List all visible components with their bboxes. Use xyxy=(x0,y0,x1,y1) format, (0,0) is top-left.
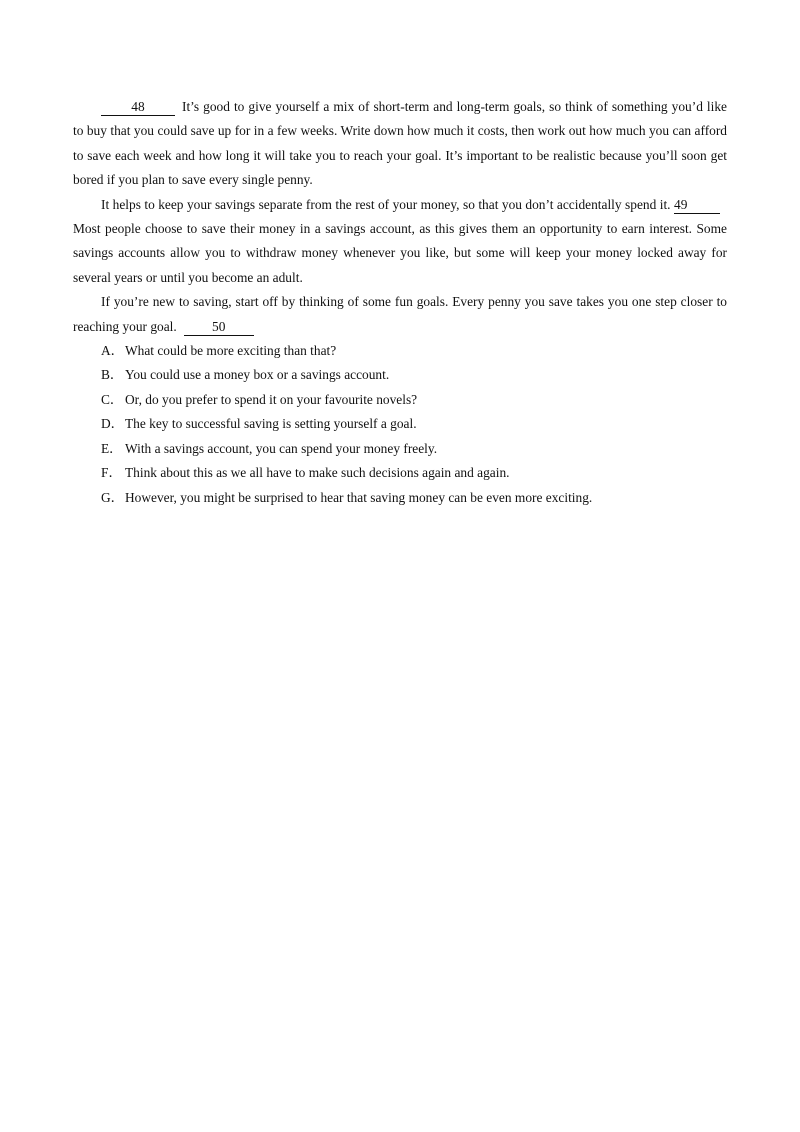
blank-50[interactable]: 50 xyxy=(184,319,254,336)
option-b[interactable] xyxy=(73,363,727,387)
paragraph-49-text-after: Most people choose to save their money in a savings account, as this gives them an opportunity to earn interest. Some savings accounts allow you to withdraw money whenever you like, but some will keep your money locked away for several years or until you become an adult. xyxy=(73,221,727,285)
option-letter: G． xyxy=(101,489,125,505)
paragraph-50 xyxy=(73,290,727,339)
option-text: Or, do you prefer to spend it on your favourite novels? xyxy=(125,391,418,407)
exam-page xyxy=(73,95,727,510)
option-text: Think about this as we all have to make such decisions again and again. xyxy=(125,465,510,481)
option-f[interactable] xyxy=(73,461,727,485)
option-text: However, you might be surprised to hear that saving money can be even more exciting. xyxy=(125,489,593,505)
option-e[interactable] xyxy=(73,437,727,461)
paragraph-49-text-before: It helps to keep your savings separate from the rest of your money, so that you don’t accidentally spend it. xyxy=(101,196,671,212)
option-d[interactable] xyxy=(73,412,727,436)
option-a[interactable] xyxy=(73,339,727,363)
option-text: You could use a money box or a savings account. xyxy=(125,367,390,383)
option-letter: F． xyxy=(101,465,122,481)
paragraph-48 xyxy=(73,95,727,193)
option-letter: B． xyxy=(101,367,124,383)
option-letter: E． xyxy=(101,440,123,456)
option-letter: C． xyxy=(101,391,124,407)
paragraph-49 xyxy=(73,193,727,291)
option-text: With a savings account, you can spend your money freely. xyxy=(125,440,438,456)
blank-48[interactable]: 48 xyxy=(101,99,175,116)
option-text: What could be more exciting than that? xyxy=(125,343,337,359)
paragraph-48-text: It’s good to give yourself a mix of short-term and long-term goals, so think of something you’d like to buy that you could save up for in a few weeks. Write down how much it costs, then work out how much you can afford to save each week and how long it will take you to reach your goal. It’s important to be realistic because you’ll soon get bored if you plan to save every single penny. xyxy=(73,99,727,188)
option-g[interactable] xyxy=(73,486,727,510)
answer-options xyxy=(73,339,727,510)
paragraph-50-text: If you’re new to saving, start off by thinking of some fun goals. Every penny you save takes you one step closer to reaching your goal. xyxy=(73,294,727,334)
option-letter: D． xyxy=(101,416,125,432)
option-letter: A． xyxy=(101,343,125,359)
blank-49[interactable]: 49 xyxy=(674,197,720,214)
option-c[interactable] xyxy=(73,388,727,412)
option-text: The key to successful saving is setting yourself a goal. xyxy=(125,416,417,432)
